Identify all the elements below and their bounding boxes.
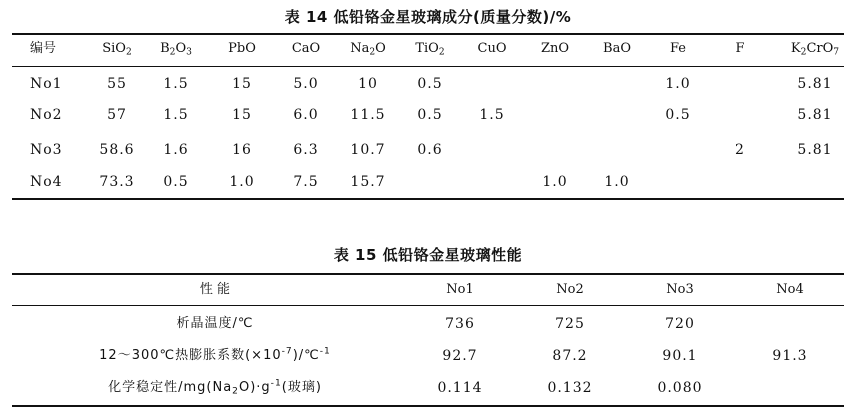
cell-b2o3: 1.6 — [163, 142, 189, 158]
cell-b2o3: 1.5 — [163, 76, 189, 92]
cell-prop: 析晶温度/℃ — [176, 316, 254, 331]
col-header-f: F — [735, 41, 745, 56]
cell-tio2: 0.5 — [417, 76, 443, 92]
table14-header-rule — [12, 66, 844, 67]
cell-pbo: 16 — [232, 142, 252, 158]
col-header-id: 编号 — [30, 41, 57, 56]
col-header-no3: No3 — [666, 282, 694, 297]
cell-sio2: 57 — [107, 107, 127, 123]
cell-na2o: 11.5 — [350, 107, 386, 123]
cell-id: No4 — [30, 174, 63, 190]
cell-cuo: 1.5 — [479, 107, 505, 123]
cell-k2cr2o7: 5.81 — [797, 142, 833, 158]
col-header-no1: No1 — [446, 282, 474, 297]
cell-zno: 1.0 — [542, 174, 568, 190]
cell-id: No1 — [30, 76, 63, 92]
cell-na2o: 10 — [358, 76, 378, 92]
cell-b2o3: 1.5 — [163, 107, 189, 123]
cell-no2: 87.2 — [552, 348, 588, 364]
table-row — [0, 342, 856, 370]
col-header-pbo: PbO — [228, 41, 256, 56]
col-header-na2o: $Na_2O$ — [350, 41, 386, 58]
table15-header-row — [0, 276, 856, 304]
cell-tio2: 0.5 — [417, 107, 443, 123]
cell-id: No2 — [30, 107, 63, 123]
table14-bottom-rule — [12, 198, 844, 200]
cell-cao: 6.0 — [293, 107, 319, 123]
cell-prop: 化学稳定性$/mg(Na_2O)\cdot g^{-1}$(玻璃) — [108, 378, 322, 397]
cell-fe: 0.5 — [665, 107, 691, 123]
cell-no2: 0.132 — [547, 380, 593, 396]
cell-sio2: 55 — [107, 76, 127, 92]
col-header-fe: Fe — [669, 41, 687, 56]
cell-na2o: 10.7 — [350, 142, 386, 158]
table-row — [0, 101, 856, 129]
cell-no3: 0.080 — [657, 380, 703, 396]
table-row — [0, 310, 856, 338]
cell-no3: 720 — [665, 316, 695, 332]
cell-bao: 1.0 — [604, 174, 630, 190]
table-row — [0, 70, 856, 98]
cell-cao: 5.0 — [293, 76, 319, 92]
cell-no1: 92.7 — [442, 348, 478, 364]
col-header-no2: No2 — [556, 282, 584, 297]
cell-na2o: 15.7 — [350, 174, 386, 190]
cell-id: No3 — [30, 142, 63, 158]
col-header-tio2: TiO$_2$ — [415, 41, 445, 58]
col-header-bao: BaO — [603, 41, 631, 56]
col-header-cao: CaO — [291, 41, 321, 56]
cell-cao: 6.3 — [293, 142, 319, 158]
col-header-b2o3: $B_2O_3$ — [160, 41, 192, 58]
cell-no1: 0.114 — [437, 380, 483, 396]
cell-tio2: 0.6 — [417, 142, 443, 158]
col-header-sio2: SiO$_2$ — [102, 41, 132, 58]
cell-prop: 12～300℃热膨胀系数$(\times 10^{-7})/℃^{-1}$ — [99, 346, 331, 363]
cell-no2: 725 — [555, 316, 585, 332]
cell-sio2: 73.3 — [99, 174, 135, 190]
table-row — [0, 136, 856, 164]
cell-k2cr2o7: 5.81 — [797, 76, 833, 92]
table15-top-rule — [12, 273, 844, 275]
col-header-k2cr2o7: $K_2CrO_7$ — [790, 41, 840, 58]
table-row — [0, 374, 856, 402]
cell-cao: 7.5 — [293, 174, 319, 190]
table15-header-rule — [12, 305, 844, 306]
cell-k2cr2o7: 5.81 — [797, 107, 833, 123]
col-header-no4: No4 — [776, 282, 804, 297]
cell-pbo: 15 — [232, 76, 252, 92]
cell-no1: 736 — [445, 316, 475, 332]
cell-b2o3: 0.5 — [163, 174, 189, 190]
table-row — [0, 168, 856, 196]
cell-f: 2 — [735, 142, 745, 158]
col-header-prop: 性 能 — [199, 282, 231, 297]
table14-header-row — [0, 35, 856, 63]
col-header-zno: ZnO — [540, 41, 570, 56]
cell-pbo: 1.0 — [229, 174, 255, 190]
table15-title: 表 15 低铅铬金星玻璃性能 — [333, 246, 523, 264]
table15-bottom-rule — [12, 405, 844, 407]
cell-fe: 1.0 — [665, 76, 691, 92]
cell-pbo: 15 — [232, 107, 252, 123]
table14-title: 表 14 低铅铬金星玻璃成分(质量分数)/% — [284, 8, 572, 26]
cell-no4: 91.3 — [772, 348, 808, 364]
col-header-cuo: CuO — [477, 41, 507, 56]
cell-sio2: 58.6 — [99, 142, 135, 158]
cell-no3: 90.1 — [662, 348, 698, 364]
